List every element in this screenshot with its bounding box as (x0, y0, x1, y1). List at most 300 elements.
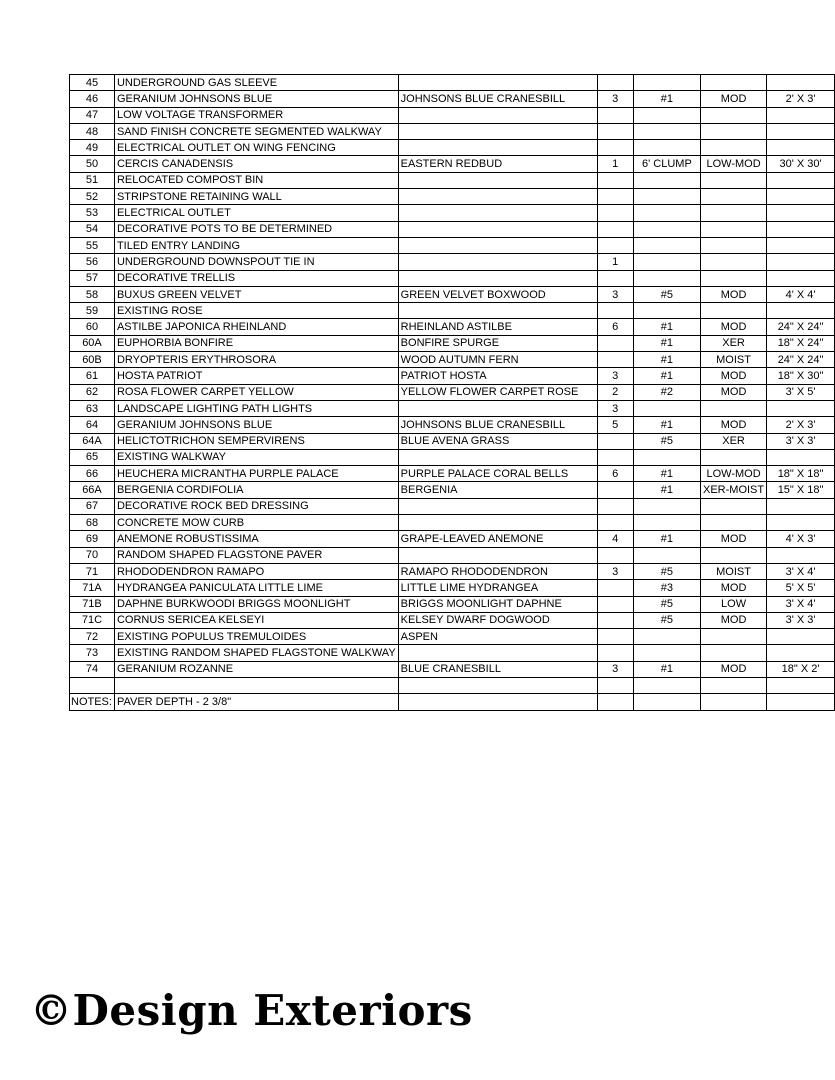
water-use-cell: MOD (701, 580, 767, 596)
table-row (70, 237, 835, 253)
item-number-cell: 67 (70, 498, 115, 514)
quantity-cell: 3 (597, 368, 633, 384)
item-number-cell: 46 (70, 91, 115, 107)
container-size-cell (633, 547, 700, 563)
item-description-cell: UNDERGROUND DOWNSPOUT TIE IN (114, 254, 398, 270)
item-number-cell: 47 (70, 107, 115, 123)
table-row (70, 91, 835, 107)
item-number-cell: 48 (70, 123, 115, 139)
item-number-cell: 74 (70, 661, 115, 677)
item-description-cell (114, 677, 398, 693)
mature-size-cell: 3' X 4' (767, 563, 835, 579)
container-size-cell (633, 449, 700, 465)
water-use-cell (701, 547, 767, 563)
mature-size-cell (767, 172, 835, 188)
mature-size-cell: 5' X 5' (767, 580, 835, 596)
common-name-cell (398, 189, 597, 205)
common-name-cell: PATRIOT HOSTA (398, 368, 597, 384)
container-size-cell: #5 (633, 433, 700, 449)
common-name-cell: BONFIRE SPURGE (398, 335, 597, 351)
item-number-cell: 60B (70, 352, 115, 368)
common-name-cell: RAMAPO RHODODENDRON (398, 563, 597, 579)
item-description-cell: EXISTING ROSE (114, 303, 398, 319)
water-use-cell: MOD (701, 91, 767, 107)
quantity-cell (597, 645, 633, 661)
common-name-cell: BERGENIA (398, 482, 597, 498)
item-number-cell: 71A (70, 580, 115, 596)
common-name-cell (398, 694, 597, 710)
plant-schedule-table (69, 74, 835, 711)
item-number-cell: 71C (70, 612, 115, 628)
table-row (70, 547, 835, 563)
common-name-cell: BRIGGS MOONLIGHT DAPHNE (398, 596, 597, 612)
water-use-cell (701, 515, 767, 531)
common-name-cell (398, 400, 597, 416)
quantity-cell (597, 237, 633, 253)
item-number-cell: 66 (70, 466, 115, 482)
item-number-cell: 49 (70, 140, 115, 156)
table-row (70, 580, 835, 596)
container-size-cell: 6' CLUMP (633, 156, 700, 172)
water-use-cell (701, 449, 767, 465)
container-size-cell: #2 (633, 384, 700, 400)
common-name-cell: WOOD AUTUMN FERN (398, 352, 597, 368)
common-name-cell (398, 75, 597, 91)
item-description-cell: BERGENIA CORDIFOLIA (114, 482, 398, 498)
item-number-cell: 59 (70, 303, 115, 319)
quantity-cell (597, 547, 633, 563)
item-description-cell: BUXUS GREEN VELVET (114, 286, 398, 302)
quantity-cell: 2 (597, 384, 633, 400)
mature-size-cell (767, 515, 835, 531)
table-row (70, 498, 835, 514)
quantity-cell (597, 482, 633, 498)
container-size-cell: #1 (633, 417, 700, 433)
mature-size-cell: 2' X 3' (767, 417, 835, 433)
container-size-cell (633, 107, 700, 123)
mature-size-cell: 3' X 3' (767, 612, 835, 628)
water-use-cell: MOD (701, 384, 767, 400)
item-description-cell: DECORATIVE ROCK BED DRESSING (114, 498, 398, 514)
item-description-cell: SAND FINISH CONCRETE SEGMENTED WALKWAY (114, 123, 398, 139)
quantity-cell (597, 189, 633, 205)
common-name-cell (398, 237, 597, 253)
quantity-cell: 1 (597, 156, 633, 172)
mature-size-cell: 18" X 2' (767, 661, 835, 677)
mature-size-cell: 18" X 18" (767, 466, 835, 482)
table-row (70, 531, 835, 547)
water-use-cell: LOW-MOD (701, 156, 767, 172)
table-row (70, 254, 835, 270)
quantity-cell (597, 498, 633, 514)
container-size-cell: #5 (633, 286, 700, 302)
container-size-cell (633, 629, 700, 645)
quantity-cell (597, 449, 633, 465)
item-number-cell: 64A (70, 433, 115, 449)
mature-size-cell (767, 677, 835, 693)
item-number-cell (70, 677, 115, 693)
mature-size-cell (767, 645, 835, 661)
common-name-cell: LITTLE LIME HYDRANGEA (398, 580, 597, 596)
mature-size-cell (767, 189, 835, 205)
table-row (70, 417, 835, 433)
item-number-cell: 55 (70, 237, 115, 253)
table-row (70, 482, 835, 498)
mature-size-cell (767, 75, 835, 91)
notes-row (70, 694, 835, 710)
water-use-cell: MOIST (701, 352, 767, 368)
quantity-cell (597, 205, 633, 221)
common-name-cell (398, 303, 597, 319)
water-use-cell (701, 205, 767, 221)
mature-size-cell (767, 270, 835, 286)
mature-size-cell (767, 629, 835, 645)
mature-size-cell: 30' X 30' (767, 156, 835, 172)
quantity-cell: 6 (597, 466, 633, 482)
table-row (70, 661, 835, 677)
water-use-cell (701, 189, 767, 205)
item-number-cell: 68 (70, 515, 115, 531)
item-description-cell: EUPHORBIA BONFIRE (114, 335, 398, 351)
table-row (70, 286, 835, 302)
quantity-cell (597, 75, 633, 91)
water-use-cell (701, 237, 767, 253)
quantity-cell (597, 123, 633, 139)
quantity-cell (597, 303, 633, 319)
item-number-cell: 51 (70, 172, 115, 188)
mature-size-cell (767, 140, 835, 156)
mature-size-cell (767, 205, 835, 221)
quantity-cell: 3 (597, 563, 633, 579)
water-use-cell (701, 677, 767, 693)
water-use-cell: MOD (701, 286, 767, 302)
common-name-cell (398, 221, 597, 237)
item-number-cell: 62 (70, 384, 115, 400)
container-size-cell (633, 694, 700, 710)
table-row (70, 335, 835, 351)
quantity-cell: 3 (597, 661, 633, 677)
quantity-cell: 3 (597, 91, 633, 107)
quantity-cell (597, 107, 633, 123)
mature-size-cell (767, 221, 835, 237)
water-use-cell: LOW-MOD (701, 466, 767, 482)
table-row (70, 156, 835, 172)
table-row (70, 368, 835, 384)
table-row (70, 563, 835, 579)
mature-size-cell (767, 400, 835, 416)
item-number-cell: 60 (70, 319, 115, 335)
item-description-cell: ELECTRICAL OUTLET (114, 205, 398, 221)
container-size-cell (633, 498, 700, 514)
mature-size-cell: 15" X 18" (767, 482, 835, 498)
item-description-cell: ROSA FLOWER CARPET YELLOW (114, 384, 398, 400)
table-row (70, 677, 835, 693)
quantity-cell (597, 335, 633, 351)
common-name-cell (398, 498, 597, 514)
quantity-cell: 1 (597, 254, 633, 270)
item-number-cell: 64 (70, 417, 115, 433)
mature-size-cell (767, 449, 835, 465)
container-size-cell: #5 (633, 596, 700, 612)
water-use-cell (701, 303, 767, 319)
table-row (70, 172, 835, 188)
container-size-cell: #1 (633, 482, 700, 498)
common-name-cell: JOHNSONS BLUE CRANESBILL (398, 91, 597, 107)
common-name-cell: ASPEN (398, 629, 597, 645)
container-size-cell (633, 254, 700, 270)
water-use-cell (701, 140, 767, 156)
table-row (70, 645, 835, 661)
table-row (70, 107, 835, 123)
water-use-cell (701, 107, 767, 123)
water-use-cell: MOD (701, 417, 767, 433)
table-row (70, 449, 835, 465)
common-name-cell: YELLOW FLOWER CARPET ROSE (398, 384, 597, 400)
container-size-cell (633, 677, 700, 693)
table-row (70, 400, 835, 416)
table-row (70, 75, 835, 91)
water-use-cell (701, 254, 767, 270)
common-name-cell: GREEN VELVET BOXWOOD (398, 286, 597, 302)
common-name-cell (398, 140, 597, 156)
item-number-cell: NOTES: (70, 694, 115, 710)
item-number-cell: 65 (70, 449, 115, 465)
table-row (70, 189, 835, 205)
item-description-cell: HELICTOTRICHON SEMPERVIRENS (114, 433, 398, 449)
item-description-cell: PAVER DEPTH - 2 3/8" (114, 694, 398, 710)
mature-size-cell (767, 123, 835, 139)
item-description-cell: RHODODENDRON RAMAPO (114, 563, 398, 579)
item-description-cell: LOW VOLTAGE TRANSFORMER (114, 107, 398, 123)
item-description-cell: DECORATIVE POTS TO BE DETERMINED (114, 221, 398, 237)
item-number-cell: 53 (70, 205, 115, 221)
item-number-cell: 60A (70, 335, 115, 351)
item-description-cell: HEUCHERA MICRANTHA PURPLE PALACE (114, 466, 398, 482)
container-size-cell: #1 (633, 661, 700, 677)
mature-size-cell: 3' X 5' (767, 384, 835, 400)
item-description-cell: LANDSCAPE LIGHTING PATH LIGHTS (114, 400, 398, 416)
common-name-cell: BLUE CRANESBILL (398, 661, 597, 677)
common-name-cell: GRAPE-LEAVED ANEMONE (398, 531, 597, 547)
quantity-cell (597, 433, 633, 449)
quantity-cell (597, 596, 633, 612)
mature-size-cell: 4' X 3' (767, 531, 835, 547)
common-name-cell: RHEINLAND ASTILBE (398, 319, 597, 335)
item-number-cell: 52 (70, 189, 115, 205)
water-use-cell (701, 270, 767, 286)
table-row (70, 270, 835, 286)
mature-size-cell (767, 254, 835, 270)
mature-size-cell: 2' X 3' (767, 91, 835, 107)
item-number-cell: 58 (70, 286, 115, 302)
container-size-cell (633, 189, 700, 205)
item-description-cell: CERCIS CANADENSIS (114, 156, 398, 172)
water-use-cell (701, 694, 767, 710)
quantity-cell (597, 580, 633, 596)
item-description-cell: EXISTING RANDOM SHAPED FLAGSTONE WALKWAY (114, 645, 398, 661)
copyright-mark: ©Design Exteriors (30, 986, 473, 1035)
item-number-cell: 63 (70, 400, 115, 416)
common-name-cell: BLUE AVENA GRASS (398, 433, 597, 449)
water-use-cell: MOD (701, 368, 767, 384)
item-description-cell: DRYOPTERIS ERYTHROSORA (114, 352, 398, 368)
common-name-cell (398, 645, 597, 661)
container-size-cell: #5 (633, 612, 700, 628)
item-description-cell: EXISTING POPULUS TREMULOIDES (114, 629, 398, 645)
mature-size-cell: 3' X 3' (767, 433, 835, 449)
container-size-cell (633, 221, 700, 237)
container-size-cell: #3 (633, 580, 700, 596)
common-name-cell: PURPLE PALACE CORAL BELLS (398, 466, 597, 482)
table-row (70, 319, 835, 335)
common-name-cell (398, 515, 597, 531)
table-row (70, 123, 835, 139)
water-use-cell (701, 629, 767, 645)
table-row (70, 515, 835, 531)
item-description-cell: ASTILBE JAPONICA RHEINLAND (114, 319, 398, 335)
water-use-cell: XER (701, 335, 767, 351)
container-size-cell (633, 303, 700, 319)
quantity-cell (597, 172, 633, 188)
item-description-cell: DECORATIVE TRELLIS (114, 270, 398, 286)
item-description-cell: CORNUS SERICEA KELSEYI (114, 612, 398, 628)
table-row (70, 612, 835, 628)
table-row (70, 629, 835, 645)
quantity-cell (597, 612, 633, 628)
common-name-cell: EASTERN REDBUD (398, 156, 597, 172)
table-row (70, 466, 835, 482)
quantity-cell (597, 352, 633, 368)
item-number-cell: 57 (70, 270, 115, 286)
quantity-cell (597, 515, 633, 531)
item-description-cell: RELOCATED COMPOST BIN (114, 172, 398, 188)
water-use-cell: MOD (701, 531, 767, 547)
item-description-cell: HOSTA PATRIOT (114, 368, 398, 384)
quantity-cell: 3 (597, 286, 633, 302)
container-size-cell: #1 (633, 531, 700, 547)
item-number-cell: 73 (70, 645, 115, 661)
water-use-cell: LOW (701, 596, 767, 612)
item-description-cell: GERANIUM JOHNSONS BLUE (114, 91, 398, 107)
mature-size-cell (767, 547, 835, 563)
common-name-cell (398, 270, 597, 286)
common-name-cell (398, 107, 597, 123)
common-name-cell (398, 254, 597, 270)
table-row (70, 433, 835, 449)
container-size-cell (633, 140, 700, 156)
mature-size-cell (767, 498, 835, 514)
schedule-body (70, 75, 835, 711)
mature-size-cell (767, 694, 835, 710)
item-description-cell: RANDOM SHAPED FLAGSTONE PAVER (114, 547, 398, 563)
item-number-cell: 72 (70, 629, 115, 645)
item-number-cell: 45 (70, 75, 115, 91)
mature-size-cell (767, 237, 835, 253)
container-size-cell (633, 515, 700, 531)
table-row (70, 140, 835, 156)
container-size-cell: #1 (633, 319, 700, 335)
common-name-cell (398, 205, 597, 221)
item-number-cell: 69 (70, 531, 115, 547)
container-size-cell: #1 (633, 91, 700, 107)
quantity-cell (597, 270, 633, 286)
common-name-cell: JOHNSONS BLUE CRANESBILL (398, 417, 597, 433)
item-description-cell: STRIPSTONE RETAINING WALL (114, 189, 398, 205)
container-size-cell (633, 645, 700, 661)
quantity-cell (597, 140, 633, 156)
container-size-cell: #1 (633, 352, 700, 368)
mature-size-cell: 3' X 4' (767, 596, 835, 612)
container-size-cell: #1 (633, 335, 700, 351)
item-number-cell: 61 (70, 368, 115, 384)
item-number-cell: 54 (70, 221, 115, 237)
common-name-cell (398, 677, 597, 693)
quantity-cell: 5 (597, 417, 633, 433)
quantity-cell: 6 (597, 319, 633, 335)
item-number-cell: 70 (70, 547, 115, 563)
water-use-cell: MOIST (701, 563, 767, 579)
quantity-cell (597, 221, 633, 237)
quantity-cell (597, 694, 633, 710)
common-name-cell (398, 449, 597, 465)
container-size-cell (633, 270, 700, 286)
water-use-cell: MOD (701, 661, 767, 677)
common-name-cell: KELSEY DWARF DOGWOOD (398, 612, 597, 628)
item-number-cell: 50 (70, 156, 115, 172)
mature-size-cell: 24" X 24" (767, 352, 835, 368)
mature-size-cell: 4' X 4' (767, 286, 835, 302)
table-row (70, 303, 835, 319)
mature-size-cell: 18" X 30" (767, 368, 835, 384)
item-description-cell: TILED ENTRY LANDING (114, 237, 398, 253)
table-row (70, 352, 835, 368)
item-number-cell: 56 (70, 254, 115, 270)
common-name-cell (398, 547, 597, 563)
water-use-cell (701, 645, 767, 661)
water-use-cell: XER (701, 433, 767, 449)
common-name-cell (398, 123, 597, 139)
item-description-cell: HYDRANGEA PANICULATA LITTLE LIME (114, 580, 398, 596)
quantity-cell: 4 (597, 531, 633, 547)
water-use-cell: MOD (701, 612, 767, 628)
water-use-cell: XER-MOIST (701, 482, 767, 498)
water-use-cell (701, 221, 767, 237)
quantity-cell (597, 677, 633, 693)
item-description-cell: GERANIUM JOHNSONS BLUE (114, 417, 398, 433)
item-number-cell: 71 (70, 563, 115, 579)
container-size-cell (633, 205, 700, 221)
water-use-cell (701, 400, 767, 416)
table-row (70, 221, 835, 237)
water-use-cell (701, 172, 767, 188)
container-size-cell (633, 172, 700, 188)
item-description-cell: UNDERGROUND GAS SLEEVE (114, 75, 398, 91)
table-row (70, 205, 835, 221)
quantity-cell (597, 629, 633, 645)
container-size-cell (633, 123, 700, 139)
mature-size-cell (767, 303, 835, 319)
item-description-cell: GERANIUM ROZANNE (114, 661, 398, 677)
table-row (70, 384, 835, 400)
item-description-cell: CONCRETE MOW CURB (114, 515, 398, 531)
mature-size-cell (767, 107, 835, 123)
table-row (70, 596, 835, 612)
water-use-cell: MOD (701, 319, 767, 335)
mature-size-cell: 24" X 24" (767, 319, 835, 335)
item-description-cell: EXISTING WALKWAY (114, 449, 398, 465)
mature-size-cell: 18" X 24" (767, 335, 835, 351)
quantity-cell: 3 (597, 400, 633, 416)
